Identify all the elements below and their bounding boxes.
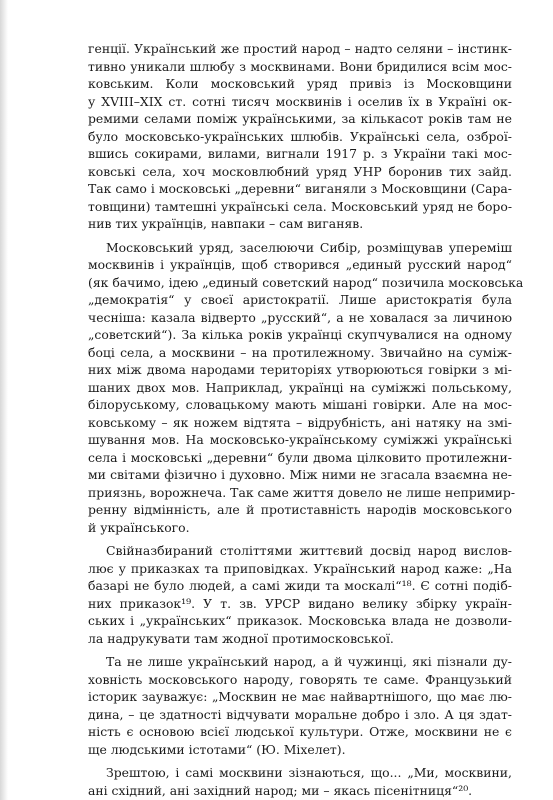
text-line: „советский“). За кілька років українці скупчувалися на одному (88, 327, 512, 342)
text-line: боці села, а москвини – на протилежному. Звичайно на суміж- (88, 344, 512, 360)
paragraph (88, 764, 512, 799)
text-line: у XVIII–XIX ст. сотні тисяч москвинів і оселив їх в Україні ок- (88, 93, 512, 109)
text-line: генції. Український же простий народ – надто селяни – інстинк- (88, 41, 512, 56)
text-line: базарі не було людей, а самі жиди та москалі“¹⁸. Є сотні подіб- (88, 578, 512, 593)
text-line: було московсько-українських шлюбів. Українські села, озброї- (88, 128, 512, 144)
text-line: нив тих українців, навпаки – сам виганяв. (88, 216, 364, 231)
text-line: шування мов. На московсько-українському суміжжі українські (88, 432, 512, 447)
text-line: Та не лише український народ, а й чужинці, які пізнали ду- (106, 654, 512, 669)
paragraph (88, 653, 512, 758)
text-line: білоруському, словацькому мають мішані говірки. Але на мос- (88, 397, 512, 412)
text-line: ських і „українських“ приказок. Московська влада не дозволи- (88, 613, 512, 628)
text-line: ми світами фізично і духовно. Між ними не згасала взаємна не- (88, 467, 512, 482)
text-line: москвинів і українців, щоб створився „единый русский народ“ (88, 257, 512, 272)
text-line: села і московські „деревни“ були двома цілковито протилежни- (88, 449, 512, 465)
text-line: ремими селами поміж українськими, за кількасот років там не (88, 111, 512, 126)
text-line: ковські села, хоч московлюбний уряд УНР боронив тих зайд. (88, 163, 512, 179)
paragraph (88, 239, 524, 537)
text-line: ковським. Коли московський уряд привіз із Московщини (88, 76, 512, 91)
scan-edge-shadow (0, 0, 8, 800)
text-line: шаних двох мов. Наприклад, українці на суміжжі польському, (88, 379, 512, 395)
text-line: товщини) тамтешні українські села. Московський уряд не боро- (88, 198, 512, 214)
text-line: лює у приказках та приповідках. Український народ каже: „На (88, 560, 512, 576)
text-line: них приказок¹⁹. У т. зв. УРСР видано велику збірку україн- (88, 595, 512, 611)
text-line: Зрештою, і самі москвини зізнаються, що... „Ми, москвини, (106, 765, 512, 780)
text-line: й українського. (88, 519, 190, 535)
text-line: „демократія“ у своєї аристократії. Лише аристократія була (88, 292, 512, 307)
text-line: ховність московського народу, говорять те саме. Французький (88, 671, 512, 687)
text-line: (як бачимо, ідею „единый советский народ“ позичила московська (88, 274, 524, 290)
text-line: вшись сокирами, вилами, вигнали 1917 р. з України такі мос- (88, 146, 512, 161)
text-line: дина, – це здатності відчувати моральне добро і зло. А ця здат- (88, 706, 512, 722)
text-line: ані східний, ані західний народ; ми – якась пісенітниця“²⁰. (88, 782, 473, 798)
text-line: них між двома народами територіях утворюються говірки з мі- (88, 362, 512, 377)
paragraph (88, 542, 512, 647)
paragraph (88, 40, 512, 233)
text-line: ковському – як ножем відтята – відрубність, ані натяку на змі- (88, 414, 512, 430)
text-line: ренну відмінність, але й протиставність народів московського (88, 502, 512, 517)
text-line: чесніша: казала відверто „русский“, а не ховалася за личиною (88, 309, 512, 325)
text-line: приязнь, ворожнеча. Так саме життя довело не лише непримир- (88, 484, 516, 500)
text-line: Свійназбираний століттями життєвий досвід народ вислов- (106, 543, 512, 558)
text-line: ла надрукувати там жодної протимосковської. (88, 630, 394, 646)
text-line: Так само і московські „деревни“ виганяли з Московщини (Сара- (88, 181, 512, 196)
text-line: тивно уникали шлюбу з москвинами. Вони бридилися всім мос- (88, 58, 512, 74)
text-line: ще людськими істотами“ (Ю. Міхелет). (88, 741, 346, 757)
text-line: ність є основою всієї людської культури. Отже, москвини не є (88, 724, 512, 739)
text-line: історик зауважує: „Москвин не має найвартнішого, що має лю- (88, 689, 512, 704)
text-line: Московський уряд, заселюючи Сибір, розміщував упереміш (106, 239, 512, 255)
document-page (88, 40, 524, 799)
